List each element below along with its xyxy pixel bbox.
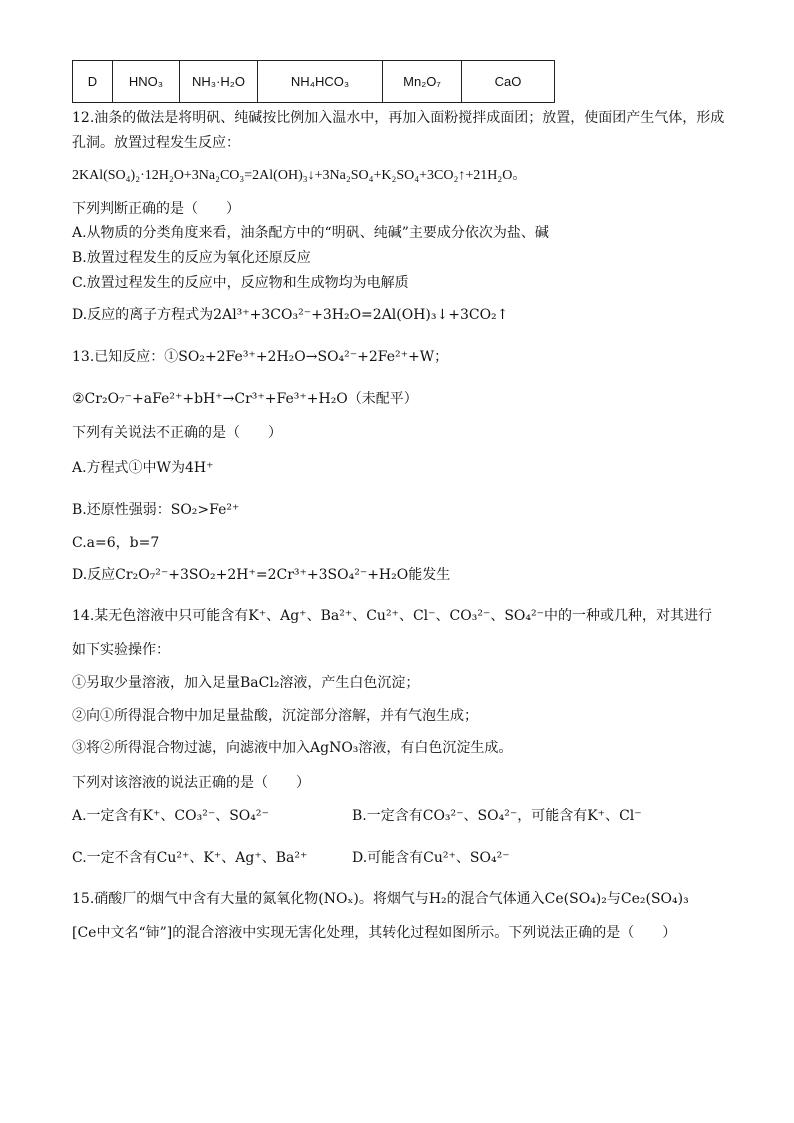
q13-reaction-2: ②Cr₂O₇⁻+aFe²⁺+bH⁺→Cr³⁺+Fe³⁺+H₂O（未配平） bbox=[72, 391, 418, 407]
table-cell: HNO₃ bbox=[113, 61, 180, 103]
q13-option-b: B.还原性强弱：SO₂>Fe²⁺ bbox=[72, 502, 240, 518]
q14-stem-line2: 如下实验操作： bbox=[72, 642, 170, 658]
q13-option-c: C.a=6，b=7 bbox=[72, 535, 160, 551]
table-row bbox=[73, 61, 555, 103]
q12-prompt: 下列判断正确的是（ ） bbox=[72, 201, 240, 217]
table-cell: NH₄HCO₃ bbox=[258, 61, 383, 103]
q13-option-a: A.方程式①中W为4H⁺ bbox=[72, 460, 214, 476]
q14-prompt: 下列对该溶液的说法正确的是（ ） bbox=[72, 775, 310, 791]
q12-stem-line2: 孔洞。放置过程发生反应： bbox=[72, 135, 240, 151]
table-cell: CaO bbox=[462, 61, 555, 103]
q14-stem-line1: 14.某无色溶液中只可能含有K⁺、Ag⁺、Ba²⁺、Cu²⁺、Cl⁻、CO₃²⁻、SO₄²⁻中的一种或几种，对其进行 bbox=[72, 608, 713, 624]
q15-stem-line2: [Ce中文名“铈”]的混合溶液中实现无害化处理，其转化过程如图所示。下列说法正确的是（ ） bbox=[72, 925, 677, 941]
q12-option-c: C.放置过程发生的反应中，反应物和生成物均为电解质 bbox=[72, 275, 409, 291]
q14-step-3: ③将②所得混合物过滤，向滤液中加入AgNO₃溶液，有白色沉淀生成。 bbox=[72, 740, 513, 756]
table-cell: D bbox=[73, 61, 113, 103]
q14-option-b: B.一定含有CO₃²⁻、SO₄²⁻，可能含有K⁺、Cl⁻ bbox=[352, 808, 642, 824]
q12-option-d: D.反应的离子方程式为2Al³⁺+3CO₃²⁻+3H₂O=2Al(OH)₃↓+3CO₂↑ bbox=[72, 307, 509, 323]
q13-prompt: 下列有关说法不正确的是（ ） bbox=[72, 425, 282, 441]
q14-option-a: A.一定含有K⁺、CO₃²⁻、SO₄²⁻ bbox=[72, 808, 269, 824]
table-cell: Mn₂O₇ bbox=[383, 61, 462, 103]
q12-equation: 2KAl(SO₄)₂·12H₂O+3Na₂CO₃=2Al(OH)₃↓+3Na₂SO₄+K₂SO₄+3CO₂↑+21H₂O。 bbox=[72, 168, 527, 183]
q12-option-b: B.放置过程发生的反应为氧化还原反应 bbox=[72, 250, 311, 266]
q14-step-2: ②向①所得混合物中加足量盐酸，沉淀部分溶解，并有气泡生成； bbox=[72, 708, 478, 724]
q14-option-c: C.一定不含有Cu²⁺、K⁺、Ag⁺、Ba²⁺ bbox=[72, 850, 308, 866]
q14-option-d: D.可能含有Cu²⁺、SO₄²⁻ bbox=[352, 850, 510, 866]
q13-option-d: D.反应Cr₂O₇²⁻+3SO₂+2H⁺=2Cr³⁺+3SO₄²⁻+H₂O能发生 bbox=[72, 567, 451, 583]
q15-stem-line1: 15.硝酸厂的烟气中含有大量的氮氧化物(NOₓ)。将烟气与H₂的混合气体通入Ce(SO₄)₂与Ce₂(SO₄)₃ bbox=[72, 891, 689, 907]
q12-option-a: A.从物质的分类角度来看，油条配方中的“明矾、纯碱”主要成分依次为盐、碱 bbox=[72, 225, 549, 241]
q13-stem: 13.已知反应：①SO₂+2Fe³⁺+2H₂O→SO₄²⁻+2Fe²⁺+W； bbox=[72, 349, 449, 365]
q14-step-1: ①另取少量溶液，加入足量BaCl₂溶液，产生白色沉淀； bbox=[72, 675, 420, 691]
table-cell: NH₃·H₂O bbox=[180, 61, 258, 103]
option-table bbox=[72, 60, 555, 103]
q12-stem-line1: 12.油条的做法是将明矾、纯碱按比例加入温水中，再加入面粉搅拌成面团；放置，使面团产生气体，形成 bbox=[72, 110, 725, 126]
